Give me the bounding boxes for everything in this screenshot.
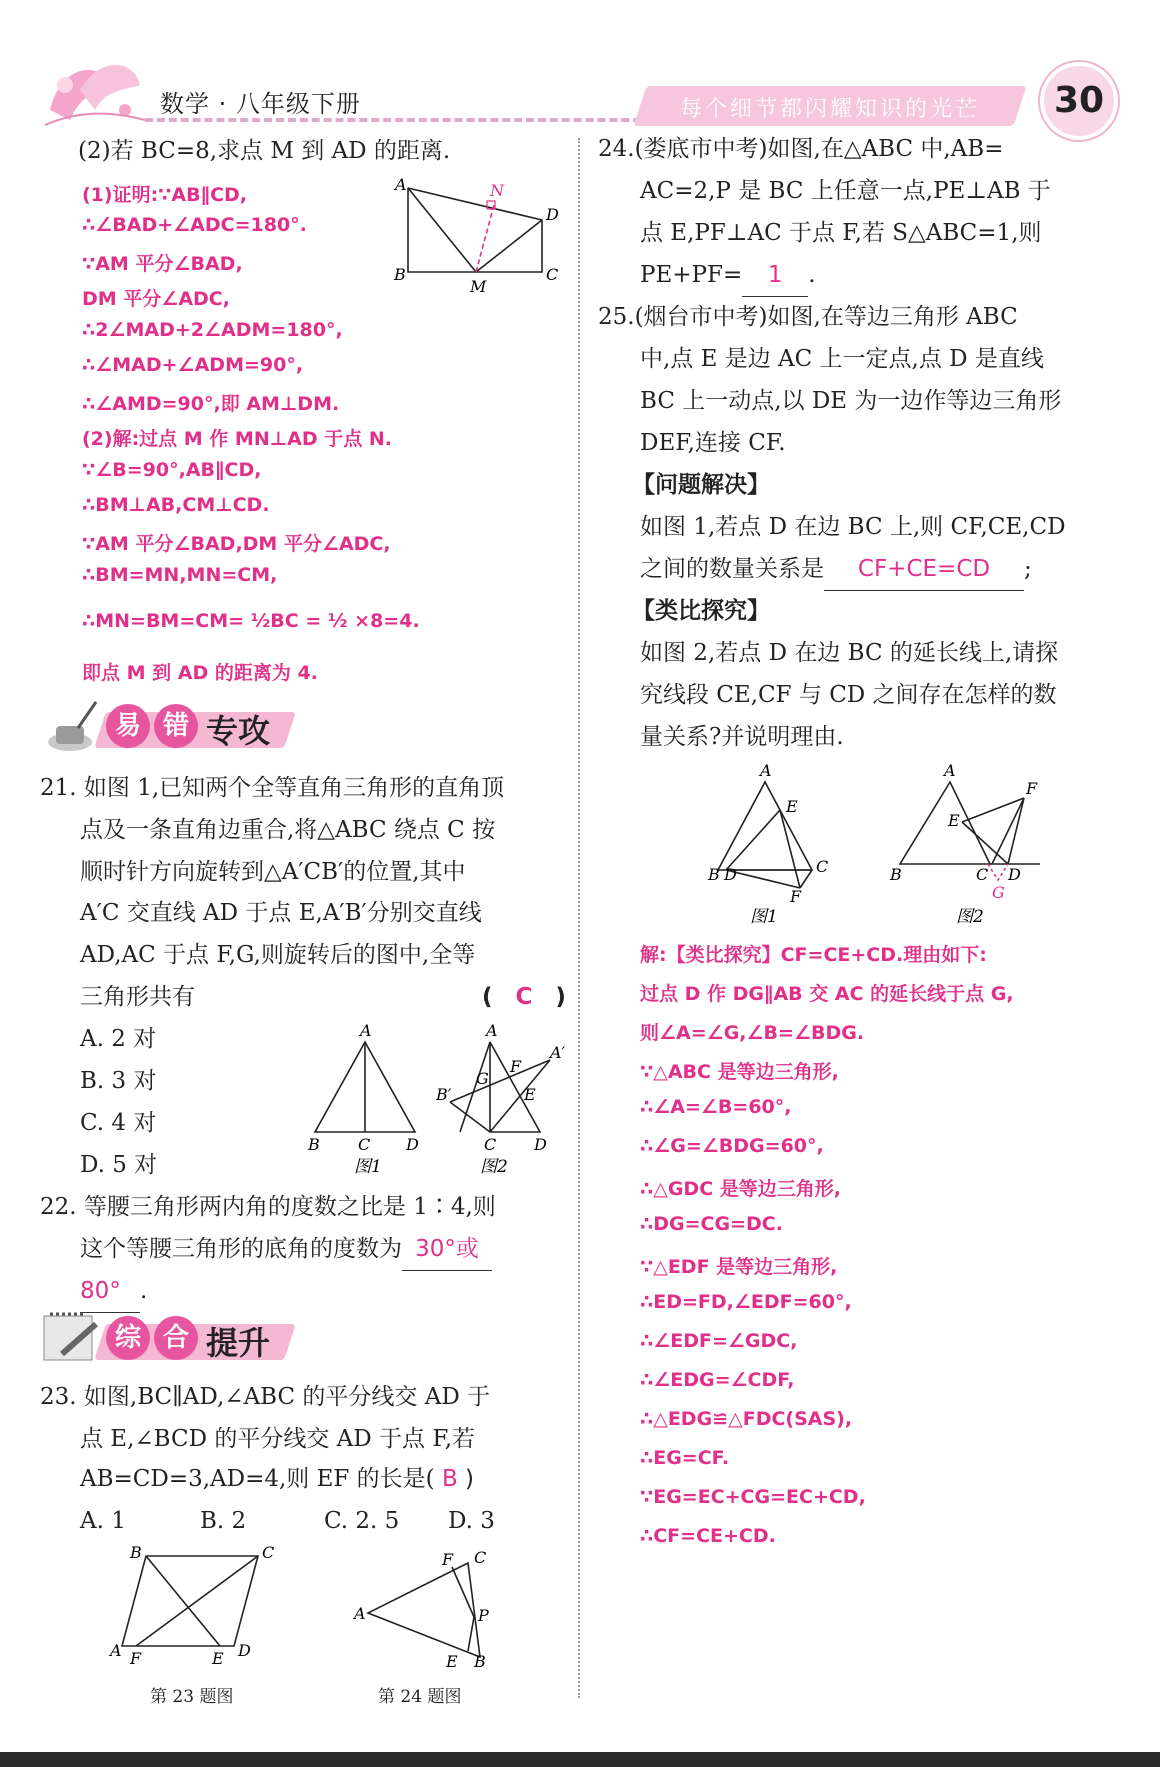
sol20-line: (1)证明:∵AB∥CD, [82, 184, 248, 206]
q21-line: 21. 如图 1,已知两个全等直角三角形的直角顶 [40, 775, 505, 801]
sol20-line: ∴∠MAD+∠ADM=90°, [82, 354, 304, 376]
svg-text:E: E [446, 1652, 458, 1671]
svg-text:D: D [546, 205, 559, 224]
svg-text:G: G [476, 1069, 489, 1088]
sol25-line: ∵△ABC 是等边三角形, [640, 1061, 839, 1083]
svg-text:D: D [724, 865, 737, 884]
sol20-line: ∴∠AMD=90°,即 AM⊥DM. [82, 393, 340, 415]
notebook-pen-icon [40, 1310, 102, 1366]
sol25-line: ∴ED=FD,∠EDF=60°, [640, 1291, 852, 1313]
q20-figure [390, 170, 570, 295]
q22-answer-a: 30°或 [402, 1228, 492, 1271]
q24-line: 24.(娄底市中考)如图,在△ABC 中,AB= [598, 136, 1004, 162]
svg-text:N: N [490, 181, 504, 200]
svg-text:A: A [944, 761, 956, 780]
svg-text:C: C [358, 1135, 371, 1154]
sol25-line: ∴∠EDF=∠GDC, [640, 1330, 798, 1352]
q21-option: A. 2 对 [80, 1026, 157, 1052]
svg-text:A: A [354, 1604, 366, 1623]
section-header-comprehensive [40, 1310, 300, 1366]
q21-line: 点及一条直角边重合,将△ABC 绕点 C 按 [80, 817, 496, 843]
sol20-line: 即点 M 到 AD 的距离为 4. [82, 662, 318, 684]
slogan: 每个细节都闪耀知识的光芒 [680, 97, 981, 122]
q25-fig1-label: 图1 [750, 907, 778, 927]
flower-decoration-icon [40, 50, 150, 130]
svg-text:C: C [816, 857, 829, 876]
q21-line: 三角形共有 [80, 984, 195, 1010]
q21-bracket: ( C ) [482, 984, 566, 1010]
q25-sub1-line: 如图 1,若点 D 在边 BC 上,则 CF,CE,CD [640, 514, 1066, 540]
q24-line: 点 E,PF⊥AC 于点 F,若 S△ABC=1,则 [640, 220, 1042, 246]
q23-answer: B [441, 1466, 458, 1492]
q25-sub2-line: 如图 2,若点 D 在边 BC 的延长线上,请探 [640, 640, 1059, 666]
q21-line: A′C 交直线 AD 于点 E,A′B′分别交直线 [80, 900, 482, 926]
sol25-line: ∴△EDG≌△FDC(SAS), [640, 1408, 853, 1430]
sol25-line: ∴∠G=∠BDG=60°, [640, 1135, 824, 1157]
q22-line2: 这个等腰三角形的底角的度数为 30°或 [80, 1228, 492, 1271]
svg-text:B: B [130, 1543, 142, 1562]
q24-answer: 1 [742, 254, 808, 297]
q21-answer: C [515, 984, 533, 1010]
q24-line: AC=2,P 是 BC 上任意一点,PE⊥AB 于 [640, 178, 1051, 204]
sol25-line: ∴EG=CF. [640, 1447, 730, 1469]
svg-text:P: P [478, 1606, 489, 1625]
svg-text:C: C [262, 1543, 275, 1562]
sol25-line: ∵△EDF 是等边三角形, [640, 1256, 838, 1278]
q24-line4: PE+PF= 1 . [640, 254, 816, 297]
svg-text:C: C [976, 865, 989, 884]
sol20-line: ∴BM=MN,MN=CM, [82, 564, 278, 586]
q23-option: C. 2. 5 [324, 1508, 400, 1534]
svg-text:E: E [212, 1649, 224, 1668]
section1-char2: 错 [154, 704, 198, 748]
svg-text:B: B [394, 265, 406, 284]
sol25-line: 过点 D 作 DG∥AB 交 AC 的延长线于点 G, [640, 983, 1014, 1005]
q24-figure [350, 1545, 500, 1675]
fig24-caption: 第 24 题图 [378, 1687, 462, 1707]
sol25-line: 解:【类比探究】CF=CE+CD.理由如下: [640, 944, 987, 966]
sol20-line: ∵AM 平分∠BAD, [82, 253, 243, 275]
svg-text:E: E [948, 811, 960, 830]
svg-text:F: F [130, 1649, 142, 1668]
q21-figures [300, 1020, 580, 1180]
svg-text:A: A [110, 1641, 122, 1660]
svg-text:M: M [470, 277, 487, 295]
q21-fig1-label: 图1 [354, 1157, 382, 1177]
svg-text:B: B [474, 1652, 486, 1671]
svg-text:C: C [484, 1135, 497, 1154]
column-divider [578, 138, 580, 1698]
q25-line: 25.(烟台市中考)如图,在等边三角形 ABC [598, 304, 1018, 330]
q20-part2: (2)若 BC=8,求点 M 到 AD 的距离. [78, 138, 451, 164]
sol20-line: DM 平分∠ADC, [82, 288, 230, 310]
svg-text:G: G [992, 883, 1005, 902]
q25-figures [700, 760, 1060, 930]
sol20-line: ∴BM⊥AB,CM⊥CD. [82, 494, 270, 516]
sol20-line: ∵AM 平分∠BAD,DM 平分∠ADC, [82, 533, 391, 555]
q23-option: B. 2 [200, 1508, 247, 1534]
sol25-line: ∴CF=CE+CD. [640, 1525, 776, 1547]
sol20-line: (2)解:过点 M 作 MN⊥AD 于点 N. [82, 428, 392, 450]
q25-sub1-line2: 之间的数量关系是 CF+CE=CD ; [640, 548, 1032, 591]
q25-sub1-title: 【问题解决】 [632, 472, 770, 498]
svg-text:B: B [708, 865, 720, 884]
svg-text:A: A [760, 761, 772, 780]
q21-option: B. 3 对 [80, 1068, 157, 1094]
section2-char2: 合 [154, 1316, 198, 1360]
fig23-caption: 第 23 题图 [150, 1687, 234, 1707]
svg-text:E: E [524, 1085, 536, 1104]
svg-text:A: A [486, 1021, 498, 1040]
q21-line: 顺时针方向旋转到△A′CB′的位置,其中 [80, 859, 466, 885]
sol20-line: ∴∠BAD+∠ADC=180°. [82, 214, 307, 236]
q23-line: 点 E,∠BCD 的平分线交 AD 于点 F,若 [80, 1426, 476, 1452]
book-title: 数学 · 八年级下册 [160, 90, 361, 118]
svg-text:B: B [890, 865, 902, 884]
q23-figure [100, 1540, 290, 1670]
q23-option: D. 3 [448, 1508, 495, 1534]
section1-title: 专攻 [206, 712, 271, 750]
sol20-line: ∴2∠MAD+2∠ADM=180°, [82, 319, 343, 341]
svg-text:A: A [360, 1021, 372, 1040]
svg-text:F: F [1026, 779, 1038, 798]
q23-line: AB=CD=3,AD=4,则 EF 的长是( B ) [80, 1466, 475, 1492]
section-header-error-prone [40, 698, 300, 754]
q22-line1: 22. 等腰三角形两内角的度数之比是 1∶4,则 [40, 1194, 496, 1220]
sol25-line: ∴DG=CG=DC. [640, 1213, 783, 1235]
svg-text:A′: A′ [550, 1043, 566, 1062]
q25-sub1-answer: CF+CE=CD [824, 548, 1024, 591]
q23-option: A. 1 [80, 1508, 126, 1534]
q22-answer-b: 80° [80, 1270, 140, 1313]
q25-line: DEF,连接 CF. [640, 430, 786, 456]
svg-text:C: C [546, 265, 559, 284]
sol25-line: ∴∠A=∠B=60°, [640, 1096, 792, 1118]
svg-text:B′: B′ [436, 1085, 452, 1104]
svg-text:D: D [534, 1135, 547, 1154]
svg-text:D: D [238, 1641, 251, 1660]
svg-text:A: A [395, 175, 407, 194]
page-number: 30 [1040, 62, 1118, 140]
q21-fig2-label: 图2 [480, 1157, 508, 1177]
svg-text:E: E [786, 797, 798, 816]
inkpot-icon [40, 698, 100, 754]
q25-sub2-line: 量关系?并说明理由. [640, 724, 844, 750]
q25-sub2-title: 【类比探究】 [632, 598, 770, 624]
svg-text:D: D [1008, 865, 1021, 884]
q25-fig2-label: 图2 [956, 907, 984, 927]
sol25-line: ∴∠EDG=∠CDF, [640, 1369, 795, 1391]
sol25-line: ∵EG=EC+CG=EC+CD, [640, 1486, 866, 1508]
svg-text:B: B [308, 1135, 320, 1154]
q25-line: 中,点 E 是边 AC 上一定点,点 D 是直线 [640, 346, 1044, 372]
svg-text:D: D [406, 1135, 419, 1154]
bottom-bar [0, 1752, 1160, 1767]
q21-option: D. 5 对 [80, 1152, 158, 1178]
svg-text:F: F [510, 1057, 522, 1076]
q25-sub2-line: 究线段 CE,CF 与 CD 之间存在怎样的数 [640, 682, 1057, 708]
q25-line: BC 上一动点,以 DE 为一边作等边三角形 [640, 388, 1062, 414]
q21-option: C. 4 对 [80, 1110, 157, 1136]
q21-line: AD,AC 于点 F,G,则旋转后的图中,全等 [80, 942, 476, 968]
svg-text:F: F [790, 887, 802, 906]
sol20-line: ∴MN=BM=CM= ½BC = ½ ×8=4. [82, 610, 420, 632]
q22-line3: 80° . [80, 1270, 147, 1313]
svg-text:C: C [474, 1548, 487, 1567]
section2-title: 提升 [206, 1324, 271, 1362]
section1-char1: 易 [106, 704, 150, 748]
sol25-line: ∴△GDC 是等边三角形, [640, 1178, 841, 1200]
svg-text:F: F [442, 1550, 454, 1569]
sol25-line: 则∠A=∠G,∠B=∠BDG. [640, 1022, 865, 1044]
sol20-line: ∵∠B=90°,AB∥CD, [82, 459, 262, 481]
q23-line: 23. 如图,BC∥AD,∠ABC 的平分线交 AD 于 [40, 1384, 491, 1410]
section2-char1: 综 [106, 1316, 150, 1360]
header-dashed-rule [145, 118, 665, 122]
